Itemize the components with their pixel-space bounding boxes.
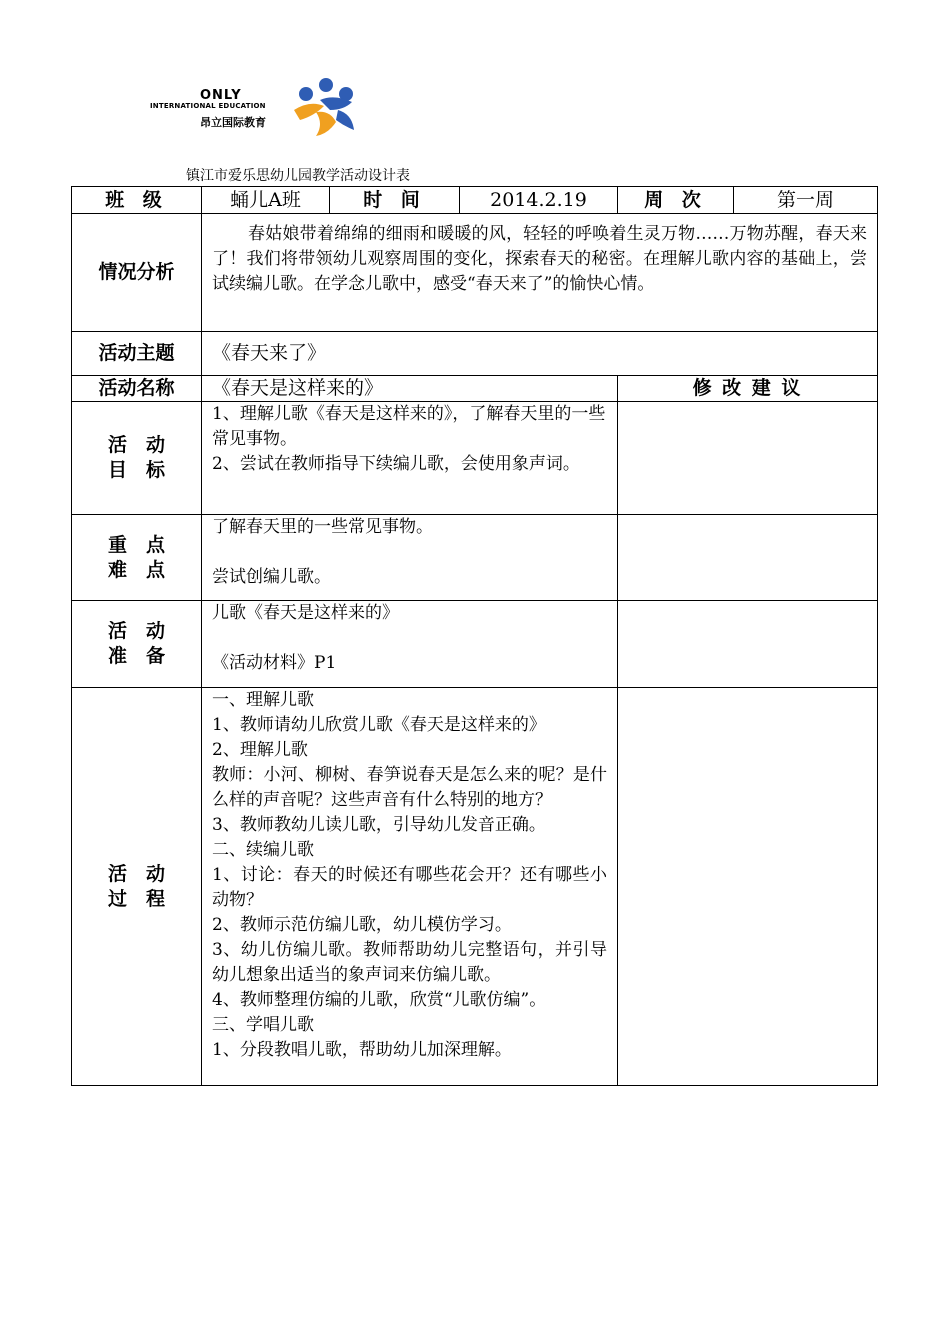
logo-brand: ONLY xyxy=(200,88,242,103)
key-points-suggestion-cell[interactable] xyxy=(618,515,878,601)
theme-label: 活动主题 xyxy=(72,332,202,376)
goal-item: 1、理解儿歌《春天是这样来的》，了解春天里的一些常见事物。 xyxy=(212,404,606,449)
time-value: 2014.2.19 xyxy=(460,187,618,214)
key-point-text: 了解春天里的一些常见事物。 xyxy=(212,517,433,537)
logo-figures-icon xyxy=(290,76,360,140)
week-label: 周 次 xyxy=(618,187,734,214)
situation-label: 情况分析 xyxy=(72,214,202,332)
process-step: 教师：小河、柳树、春笋说春天是怎么来的呢？是什么样的声音呢？这些声音有什么特别的地方？ xyxy=(212,765,607,810)
logo-cn-name: 昂立国际教育 xyxy=(200,116,266,129)
key-points-label-line-2: 难 点 xyxy=(107,558,165,581)
process-step: 4、教师整理仿编的儿歌，欣赏“儿歌仿编”。 xyxy=(212,990,547,1010)
class-value: 蛹儿A班 xyxy=(202,187,330,214)
preparation-item: 《活动材料》P1 xyxy=(212,653,337,673)
process-step: 三、学唱儿歌 xyxy=(212,1015,314,1035)
process-step: 1、教师请幼儿欣赏儿歌《春天是这样来的》 xyxy=(212,715,546,735)
week-value: 第一周 xyxy=(734,187,878,214)
document-title: 镇江市爱乐思幼儿园教学活动设计表 xyxy=(186,168,410,184)
preparation-label-line-2: 准 备 xyxy=(107,645,165,667)
only-logo xyxy=(150,76,360,140)
process-step: 2、教师示范仿编儿歌，幼儿模仿学习。 xyxy=(212,915,512,935)
preparation-label xyxy=(72,601,202,688)
process-label-line-2: 过 程 xyxy=(107,887,165,910)
situation-text: 春姑娘带着绵绵的细雨和暖暖的风，轻轻的呼唤着生灵万物……万物苏醒，春天来了！我们将带领幼儿观察周围的变化，探索春天的秘密。在理解儿歌内容的基础上，尝试续编儿歌。在学念儿歌中，感受“春天来了”的愉快心情。 xyxy=(212,224,867,294)
goals-label-line-2: 目 标 xyxy=(107,459,165,481)
process-label-line-1: 活 动 xyxy=(107,862,165,885)
difficulty-text: 尝试创编儿歌。 xyxy=(212,567,331,587)
theme-value: 《春天来了》 xyxy=(202,332,878,376)
goal-item: 2、尝试在教师指导下续编儿歌，会使用象声词。 xyxy=(212,454,580,474)
activity-name-row xyxy=(72,376,878,402)
lesson-plan-table xyxy=(71,186,878,1086)
logo-subtitle: INTERNATIONAL EDUCATION xyxy=(150,102,266,110)
process-row xyxy=(72,688,878,1086)
process-step: 1、分段教唱儿歌，帮助幼儿加深理解。 xyxy=(212,1040,512,1060)
activity-name-value: 《春天是这样来的》 xyxy=(202,376,618,402)
process-step: 二、续编儿歌 xyxy=(212,840,314,860)
process-label xyxy=(72,688,202,1086)
process-step: 3、教师教幼儿读儿歌，引导幼儿发音正确。 xyxy=(212,815,546,835)
preparation-row xyxy=(72,601,878,688)
goals-suggestion-cell[interactable] xyxy=(618,402,878,515)
preparation-item: 儿歌《春天是这样来的》 xyxy=(212,603,399,623)
process-step: 3、幼儿仿编儿歌。教师帮助幼儿完整语句，并引导幼儿想象出适当的象声词来仿编儿歌。 xyxy=(212,940,607,985)
process-suggestion-cell[interactable] xyxy=(618,688,878,1086)
key-points-label-line-1: 重 点 xyxy=(107,533,165,556)
process-step: 2、理解儿歌 xyxy=(212,740,308,760)
situation-row xyxy=(72,214,878,332)
activity-name-label: 活动名称 xyxy=(72,376,202,402)
theme-row xyxy=(72,332,878,376)
process-step: 一、理解儿歌 xyxy=(212,690,314,710)
suggestion-label: 修 改 建 议 xyxy=(618,376,878,402)
goals-row xyxy=(72,402,878,515)
preparation-suggestion-cell[interactable] xyxy=(618,601,878,688)
key-points-label xyxy=(72,515,202,601)
goals-label-line-1: 活 动 xyxy=(107,434,165,456)
header-row xyxy=(72,187,878,214)
process-step: 1、讨论：春天的时候还有哪些花会开？还有哪些小动物？ xyxy=(212,865,607,910)
class-label: 班 级 xyxy=(72,187,202,214)
key-points-row xyxy=(72,515,878,601)
preparation-label-line-1: 活 动 xyxy=(107,620,165,642)
goals-label xyxy=(72,402,202,515)
time-label: 时 间 xyxy=(330,187,460,214)
